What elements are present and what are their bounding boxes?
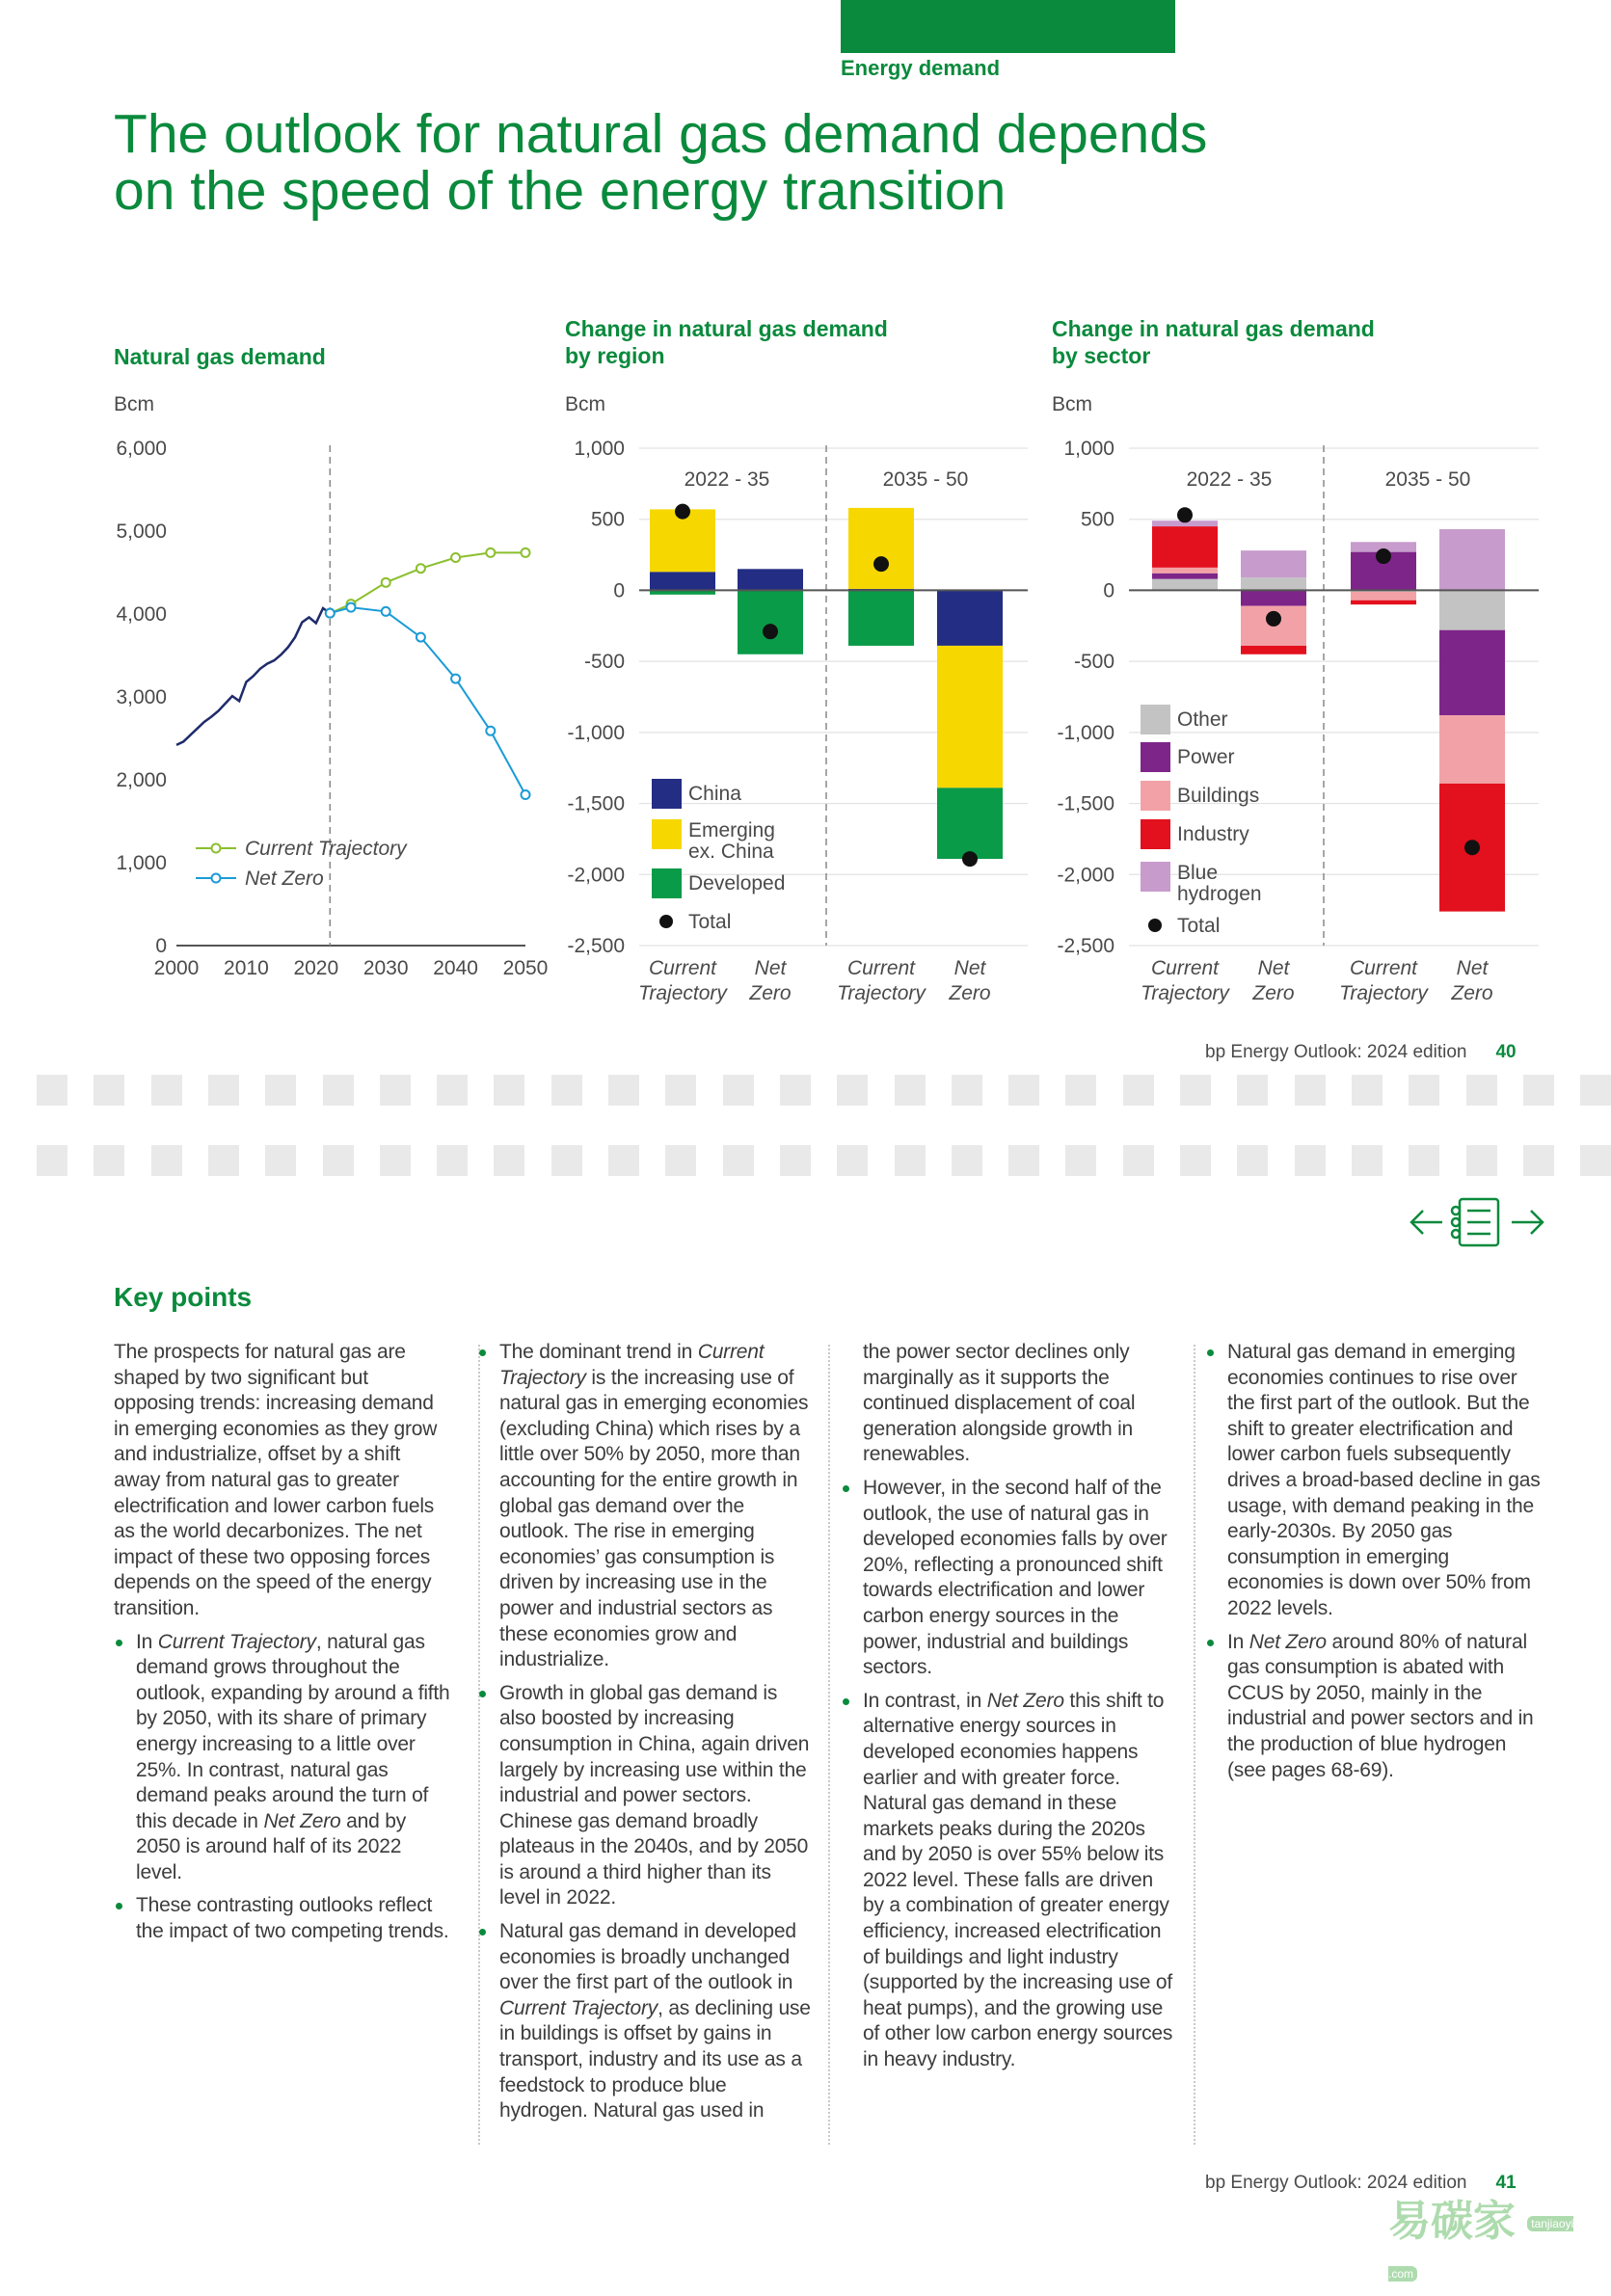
chart1-ytick-label: 0: [155, 935, 167, 957]
separator-square: [1065, 1075, 1096, 1106]
chart3-bar-segment: [1241, 550, 1306, 577]
separator-square: [895, 1075, 926, 1106]
separator-square: [551, 1145, 582, 1176]
chart3-legend-label: Other: [1177, 708, 1228, 731]
chart3-total-marker: [1464, 840, 1480, 855]
chart3-category-label: Zero: [1252, 982, 1295, 1004]
chart2-category-label: Trajectory: [638, 982, 727, 1004]
chart3-bar-segment: [1439, 715, 1505, 784]
chart2-category-label: Trajectory: [837, 982, 926, 1004]
chart3-bar-segment: [1241, 646, 1306, 654]
chart3-bar-segment: [1152, 568, 1218, 574]
chart2-category-label: Current: [648, 957, 717, 979]
chart2-ytick-label: -2,000: [567, 864, 625, 887]
chart1-point: [416, 633, 425, 642]
bullet: In contrast, in Net Zero this shift to alternative energy sources in developed economies happens earlier and with greater force. Natural gas demand in these markets peaks during the 2020s and by 2050 is over 55% below its 2022 level. These falls are driven by a combination of greater energy efficiency, increased electrification of buildings and light industry (supported by the increasing use of heat pumps), and the growing use of other low carbon energy sources in heavy industry.: [841, 1689, 1178, 2073]
chart3-legend-label: Industry: [1177, 823, 1249, 845]
chart2-period-label: 2022 - 35: [684, 468, 770, 491]
separator-square: [94, 1145, 124, 1176]
separator-square: [494, 1075, 524, 1106]
separator-square: [437, 1145, 468, 1176]
chart2-bar-segment: [848, 508, 914, 589]
chart3-bar-segment: [1241, 577, 1306, 590]
chart2-ytick-label: -500: [583, 651, 625, 674]
separator-square: [1008, 1075, 1039, 1106]
separator-square: [1409, 1075, 1439, 1106]
chart1-series-line: [176, 608, 330, 745]
chart3-legend-label: Buildings: [1177, 785, 1260, 807]
chart2-total-marker: [873, 556, 889, 572]
chart2-unit: Bcm: [565, 393, 605, 415]
separator-square: [1237, 1075, 1268, 1106]
chart1-xtick-label: 2040: [433, 957, 478, 979]
chart3-ytick-label: -2,500: [1057, 935, 1114, 957]
chart3-total-marker: [1376, 548, 1391, 564]
separator-square: [895, 1145, 926, 1176]
chart1-series-line: [330, 552, 525, 613]
chart2-legend-label: China: [688, 783, 741, 805]
separator-square: [551, 1075, 582, 1106]
separator-square: [265, 1145, 296, 1176]
footer-p41-page: 41: [1495, 2173, 1517, 2193]
key-points-col-3: [841, 1340, 1178, 2081]
separator-square: [1352, 1075, 1383, 1106]
chart1-point: [326, 609, 335, 618]
chart3-ytick-label: -2,000: [1057, 864, 1114, 887]
separator-square: [608, 1145, 639, 1176]
separator-square: [837, 1145, 868, 1176]
separator-square: [780, 1075, 811, 1106]
chart1-point: [486, 548, 495, 557]
nav-back-icon[interactable]: [1411, 1211, 1442, 1234]
separator-square: [1180, 1075, 1211, 1106]
chart3-ytick-label: 0: [1103, 579, 1114, 602]
bullet: Natural gas demand in developed economies is broadly unchanged over the first part of the outlook in Current Trajectory, as declining use in buildings is offset by gains in transport, industry and its use as a feedstock to produce blue hydrogen. Natural gas used in: [477, 1919, 815, 2124]
chart3-legend-label: hydrogen: [1177, 883, 1262, 905]
chart3-period-label: 2035 - 50: [1384, 468, 1471, 491]
separator-square: [1409, 1145, 1439, 1176]
key-points-col-2: [477, 1340, 815, 2132]
section-label: Energy demand: [841, 56, 1001, 80]
chart1-ytick-label: 1,000: [116, 852, 167, 874]
chart1-point: [486, 727, 495, 735]
chart2-legend-total-marker: [659, 915, 673, 928]
chart3-legend-swatch: [1141, 819, 1170, 849]
chart2-ytick-label: 1,000: [574, 438, 625, 460]
chart3-ytick-label: -500: [1073, 651, 1114, 674]
charts-canvas: [0, 0, 1595, 1022]
chart3-legend-swatch: [1141, 781, 1170, 811]
bullet: However, in the second half of the outlook, the use of natural gas in developed economies falls by over 20%, reflecting a pronounced shift towards electrification and lower carbon energy sources in the power, industrial and buildings sectors.: [841, 1476, 1178, 1681]
page-title-line-1: The outlook for natural gas demand depends: [114, 103, 1208, 165]
chart3-legend-swatch: [1141, 862, 1170, 892]
chart3-category-label: Trajectory: [1141, 982, 1229, 1004]
separator-square: [380, 1075, 411, 1106]
chart3-ytick-label: 1,000: [1063, 438, 1114, 460]
separator-square: [1523, 1075, 1554, 1106]
separator-square: [1466, 1145, 1497, 1176]
chart3-bar-segment: [1152, 526, 1218, 568]
chart3-bar-segment: [1351, 601, 1416, 604]
chart2-bar-segment: [848, 590, 914, 645]
separator-square: [723, 1075, 754, 1106]
chart2-category-label: Net: [754, 957, 787, 979]
separator-square: [1123, 1075, 1154, 1106]
chart3-bar-segment: [1351, 592, 1416, 601]
column-divider: [828, 1345, 830, 2145]
page-separator-bottom: [0, 1143, 1595, 1178]
chart2-title: Change in natural gas demand by region: [565, 316, 888, 368]
chart2-total-marker: [962, 851, 978, 867]
chart3-category-label: Current: [1349, 957, 1418, 979]
chart2-bar-segment: [650, 572, 715, 590]
separator-square: [665, 1075, 696, 1106]
separator-square: [208, 1145, 239, 1176]
separator-square: [1295, 1145, 1326, 1176]
chart3-category-label: Current: [1150, 957, 1220, 979]
chart3-category-label: Zero: [1451, 982, 1493, 1004]
chart2-ytick-label: -2,500: [567, 935, 625, 957]
chart2-bar-segment: [937, 788, 1003, 859]
chart2-category-label: Zero: [949, 982, 991, 1004]
chart3-legend-label: Total: [1177, 915, 1221, 937]
separator-square: [837, 1075, 868, 1106]
separator-square: [494, 1145, 524, 1176]
chart2-category-label: Zero: [749, 982, 792, 1004]
chart3-legend-swatch: [1141, 742, 1170, 772]
chart1-xtick-label: 2010: [224, 957, 269, 979]
separator-square: [780, 1145, 811, 1176]
chart1-xtick-label: 2050: [502, 957, 549, 979]
separator-square: [94, 1075, 124, 1106]
chart1-point: [451, 553, 460, 562]
footer-p40: [1205, 1042, 1517, 1063]
separator-square: [952, 1145, 982, 1176]
chart2-bar-segment: [738, 590, 803, 654]
chart1-legend-label: Net Zero: [245, 868, 324, 890]
chart3-unit: Bcm: [1052, 393, 1092, 415]
chart2-legend-swatch: [652, 779, 682, 809]
key-points-heading: Key points: [114, 1282, 253, 1312]
separator-square: [151, 1145, 182, 1176]
chart2-legend-label: ex. China: [688, 841, 774, 863]
separator-square: [1523, 1145, 1554, 1176]
chart2-total-marker: [675, 504, 690, 520]
chart3-bar-segment: [1241, 590, 1306, 605]
page-nav: [1408, 1193, 1548, 1251]
separator-square: [1123, 1145, 1154, 1176]
separator-square: [380, 1145, 411, 1176]
chart2-total-marker: [763, 624, 778, 639]
chart1-point: [382, 578, 390, 587]
separator-square: [1008, 1145, 1039, 1176]
separator-square: [1352, 1145, 1383, 1176]
intro-paragraph: The prospects for natural gas are shaped by two significant but opposing trends: increasing demand in emerging economies as they grow and industrialize, offset by a shift away from natural gas to greater electrification and lower carbon fuels as the world decarbonizes. The net impact of these two opposing forces depends on the speed of the energy transition.: [114, 1341, 438, 1619]
chart1-xtick-label: 2030: [362, 957, 409, 979]
chart2-ytick-label: 0: [613, 579, 625, 602]
page-title-line-2: on the speed of the energy transition: [114, 160, 1007, 222]
chart2-ytick-label: 500: [590, 508, 625, 531]
chart1-ytick-label: 6,000: [116, 438, 167, 460]
page-separator-top: [0, 1073, 1595, 1108]
chart3-category-label: Net: [1257, 957, 1290, 979]
chart3-legend-label: Blue: [1177, 862, 1219, 884]
chart1-point: [347, 603, 356, 612]
bullet: The dominant trend in Current Trajectory is the increasing use of natural gas in emerging economies (excluding China) which rises by a little over 50% by 2050, more than accounting for the entire growth in global gas demand over the outlook. The rise in emerging economies’ gas consumption is driven by increasing use in the power and industrial sectors as these economies grow and industrialize.: [477, 1340, 815, 1673]
separator-square: [151, 1075, 182, 1106]
chart1-point: [382, 607, 390, 616]
separator-square: [952, 1075, 982, 1106]
chart3-legend-swatch: [1141, 705, 1170, 734]
chart1-unit: Bcm: [114, 393, 154, 415]
footer-p40-source: bp Energy Outlook: 2024 edition: [1205, 1042, 1467, 1062]
separator-square: [1580, 1145, 1611, 1176]
chart1-legend-marker: [212, 874, 221, 883]
chart3-title: Change in natural gas demand by sector: [1052, 316, 1375, 368]
chart3-bar-segment: [1439, 590, 1505, 629]
bullet: Natural gas demand in emerging economies continues to rise over the first part of the outlook. But the shift to greater electrification and lower carbon fuels subsequently drives a broad-based decline in gas usage, with demand peaking in the early-2030s. By 2050 gas consumption in emerging economies is down over 50% from 2022 levels.: [1205, 1340, 1543, 1622]
separator-square: [665, 1145, 696, 1176]
chart3-category-label: Trajectory: [1339, 982, 1428, 1004]
chart1-xtick-label: 2020: [293, 957, 339, 979]
chart3-legend-label: Power: [1177, 746, 1235, 768]
chart3-ytick-label: -1,500: [1057, 792, 1114, 815]
chart1-legend-label: Current Trajectory: [245, 838, 407, 860]
chart2-bar-segment: [937, 646, 1003, 788]
chart2-legend-label: Developed: [688, 872, 786, 894]
separator-square: [1580, 1075, 1611, 1106]
separator-square: [1237, 1145, 1268, 1176]
watermark-logo: 易碳家 tanjiaoyi .com: [1388, 2198, 1574, 2282]
separator-square: [437, 1075, 468, 1106]
chart2-legend-swatch: [652, 819, 682, 849]
chart2-legend-label: Emerging: [688, 819, 775, 841]
separator-square: [1466, 1075, 1497, 1106]
chart2-ytick-label: -1,000: [567, 721, 625, 744]
key-points-col-1: [114, 1340, 451, 1953]
separator-square: [323, 1145, 354, 1176]
chart2-category-label: Current: [846, 957, 916, 979]
column-divider: [1194, 1345, 1195, 2145]
bullet: In Current Trajectory, natural gas demand grows throughout the outlook, expanding by around a fifth by 2050, with its share of primary energy increasing to a little over 25%. In contrast, natural gas demand peaks around the turn of this decade in Net Zero and by 2050 is around half of its 2022 level.: [114, 1630, 451, 1886]
chart3-legend-total-marker: [1148, 919, 1162, 932]
chart2-bar-segment: [738, 569, 803, 590]
chart2-legend-label: Total: [688, 911, 732, 933]
chart2-ytick-label: -1,500: [567, 792, 625, 815]
chart1-series-line: [330, 607, 525, 794]
separator-square: [723, 1145, 754, 1176]
chart2-bar-segment: [937, 590, 1003, 645]
bullet: In Net Zero around 80% of natural gas consumption is abated with CCUS by 2050, mainly in the industrial and power sectors and in the production of blue hydrogen (see pages 68-69).: [1205, 1630, 1543, 1784]
chart1-point: [522, 790, 530, 799]
separator-square: [608, 1075, 639, 1106]
chart1-xtick-label: 2000: [153, 957, 200, 979]
chart2-category-label: Net: [953, 957, 986, 979]
separator-square: [1065, 1145, 1096, 1176]
footer-p40-page: 40: [1495, 1042, 1517, 1062]
bullet-continued: the power sector declines only marginally as it supports the continued displacement of coal generation alongside growth in renewables.: [863, 1341, 1136, 1466]
chart1-point: [451, 675, 460, 683]
chart2-period-label: 2035 - 50: [882, 468, 969, 491]
separator-square: [37, 1075, 67, 1106]
contents-icon[interactable]: [1452, 1199, 1498, 1245]
bullet: Growth in global gas demand is also boosted by increasing consumption in China, again driven largely by increasing use within the industrial and power sectors. Chinese gas demand broadly plateaus in the 2040s, and by 2050 is around a third higher than its level in 2022.: [477, 1681, 815, 1911]
chart1-point: [416, 564, 425, 573]
chart2-legend-swatch: [652, 868, 682, 898]
chart1-ytick-label: 4,000: [116, 603, 167, 626]
chart1-legend-marker: [212, 844, 221, 853]
separator-square: [265, 1075, 296, 1106]
chart3-total-marker: [1266, 611, 1281, 627]
chart3-bar-segment: [1439, 630, 1505, 715]
chart3-category-label: Net: [1456, 957, 1489, 979]
chart3-bar-segment: [1152, 574, 1218, 579]
key-points-col-4: [1205, 1340, 1543, 1791]
chart3-total-marker: [1177, 507, 1193, 522]
chart1-title: Natural gas demand: [114, 344, 326, 369]
separator-square: [1295, 1075, 1326, 1106]
nav-forward-icon[interactable]: [1512, 1211, 1543, 1234]
chart3-bar-segment: [1439, 529, 1505, 590]
chart3-ytick-label: -1,000: [1057, 721, 1114, 744]
chart1-point: [522, 548, 530, 557]
chart3-ytick-label: 500: [1080, 508, 1114, 531]
separator-square: [323, 1075, 354, 1106]
separator-square: [1180, 1145, 1211, 1176]
separator-square: [208, 1075, 239, 1106]
footer-p41-source: bp Energy Outlook: 2024 edition: [1205, 2173, 1467, 2193]
chart3-period-label: 2022 - 35: [1186, 468, 1273, 491]
chart1-ytick-label: 3,000: [116, 686, 167, 708]
bullet: These contrasting outlooks reflect the impact of two competing trends.: [114, 1893, 451, 1944]
separator-square: [37, 1145, 67, 1176]
chart3-bar-segment: [1152, 579, 1218, 591]
chart1-ytick-label: 5,000: [116, 521, 167, 543]
chart1-ytick-label: 2,000: [116, 769, 167, 791]
